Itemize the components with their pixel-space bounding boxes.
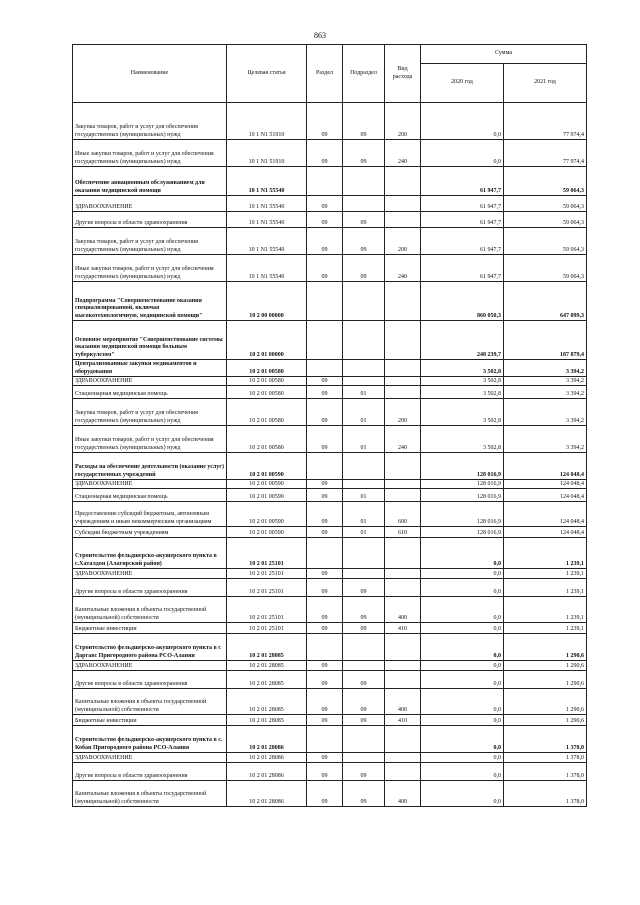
cell-target-article: 10 1 N1 55540 <box>227 167 307 196</box>
cell-sum-2020: 3 502,8 <box>421 386 504 399</box>
cell-name: Подпрограмма "Совершенствование оказания специализированной, включая высокотехнологичную, медицинской помощи" <box>73 282 227 321</box>
cell-section: 09 <box>307 212 343 228</box>
header-subsection: Подраздел <box>343 45 385 103</box>
cell-target-article: 10 2 01 25101 <box>227 623 307 634</box>
table-row <box>73 453 587 480</box>
cell-section <box>307 321 343 360</box>
cell-sum-2021: 1 239,1 <box>504 623 587 634</box>
cell-section: 09 <box>307 623 343 634</box>
table-row <box>73 579 587 597</box>
cell-name: ЗДРАВООХРАНЕНИЕ <box>73 569 227 579</box>
cell-subsection <box>343 480 385 489</box>
cell-name: Другие вопросы в области здравоохранения <box>73 763 227 781</box>
cell-subsection <box>343 377 385 386</box>
header-name: Наименование <box>73 45 227 103</box>
cell-target-article: 10 2 00 00000 <box>227 282 307 321</box>
header-section: Раздел <box>307 45 343 103</box>
table-row <box>73 426 587 453</box>
cell-subsection: 09 <box>343 103 385 140</box>
table-row <box>73 489 587 502</box>
table-row <box>73 282 587 321</box>
table-row <box>73 538 587 569</box>
cell-section: 09 <box>307 255 343 282</box>
cell-name: Строительство фельдшерско-акушерского пункта в с. Кобан Пригородного района РСО-Алания <box>73 726 227 753</box>
cell-sum-2020: 61 947,7 <box>421 228 504 255</box>
cell-sum-2020: 0,0 <box>421 140 504 167</box>
cell-section <box>307 634 343 661</box>
cell-name: Стационарная медицинская помощь <box>73 386 227 399</box>
cell-target-article: 10 2 01 28085 <box>227 689 307 715</box>
cell-section <box>307 282 343 321</box>
cell-sum-2021: 1 239,1 <box>504 538 587 569</box>
cell-sum-2020: 0,0 <box>421 726 504 753</box>
cell-expense-type <box>385 579 421 597</box>
cell-subsection <box>343 753 385 763</box>
cell-sum-2020: 0,0 <box>421 763 504 781</box>
table-row <box>73 255 587 282</box>
cell-target-article: 10 1 N1 55540 <box>227 228 307 255</box>
cell-target-article: 10 2 01 25101 <box>227 597 307 623</box>
cell-subsection: 01 <box>343 527 385 538</box>
cell-sum-2021: 124 048,4 <box>504 527 587 538</box>
cell-target-article: 10 2 01 25101 <box>227 538 307 569</box>
cell-target-article: 10 2 01 00580 <box>227 377 307 386</box>
table-row <box>73 502 587 527</box>
cell-name: Капитальные вложения в объекты государственной (муниципальной) собственности <box>73 689 227 715</box>
cell-expense-type <box>385 453 421 480</box>
cell-expense-type <box>385 321 421 360</box>
cell-expense-type <box>385 212 421 228</box>
cell-name: Расходы на обеспечение деятельности (оказание услуг) государственных учреждений <box>73 453 227 480</box>
cell-expense-type: 410 <box>385 715 421 726</box>
cell-target-article: 10 2 01 00580 <box>227 399 307 426</box>
cell-name: Закупка товаров, работ и услуг для обеспечения государственных (муниципальных) нужд <box>73 399 227 426</box>
cell-target-article: 10 1 N1 51910 <box>227 103 307 140</box>
cell-target-article: 10 2 01 25101 <box>227 569 307 579</box>
cell-sum-2020: 0,0 <box>421 671 504 689</box>
cell-sum-2020: 3 502,8 <box>421 377 504 386</box>
cell-section <box>307 167 343 196</box>
cell-sum-2021: 59 064,3 <box>504 228 587 255</box>
cell-subsection: 09 <box>343 689 385 715</box>
cell-sum-2021: 3 394,2 <box>504 426 587 453</box>
cell-target-article: 10 2 01 28085 <box>227 671 307 689</box>
cell-expense-type: 240 <box>385 140 421 167</box>
cell-expense-type: 200 <box>385 103 421 140</box>
cell-name: Предоставление субсидий бюджетным, автономным учреждениям и иным некоммерческим организациям <box>73 502 227 527</box>
table-row <box>73 597 587 623</box>
cell-sum-2021: 3 394,2 <box>504 377 587 386</box>
cell-sum-2021: 59 064,3 <box>504 212 587 228</box>
header-2020: 2020 год <box>421 64 504 103</box>
table-body <box>73 103 587 807</box>
cell-sum-2020: 0,0 <box>421 538 504 569</box>
cell-sum-2020: 0,0 <box>421 103 504 140</box>
cell-expense-type: 240 <box>385 426 421 453</box>
cell-sum-2021: 647 099,3 <box>504 282 587 321</box>
cell-target-article: 10 2 01 25101 <box>227 579 307 597</box>
cell-subsection <box>343 167 385 196</box>
cell-sum-2021: 124 048,4 <box>504 480 587 489</box>
cell-name: ЗДРАВООХРАНЕНИЕ <box>73 377 227 386</box>
cell-target-article: 10 1 N1 55540 <box>227 255 307 282</box>
cell-target-article: 10 2 01 00580 <box>227 386 307 399</box>
header-target-article: Целевая статья <box>227 45 307 103</box>
cell-section: 09 <box>307 597 343 623</box>
cell-expense-type: 200 <box>385 228 421 255</box>
cell-name: ЗДРАВООХРАНЕНИЕ <box>73 753 227 763</box>
cell-name: Другие вопросы в области здравоохранения <box>73 212 227 228</box>
cell-sum-2021: 59 064,3 <box>504 196 587 212</box>
cell-name: Закупка товаров, работ и услуг для обеспечения государственных (муниципальных) нужд <box>73 228 227 255</box>
cell-target-article: 10 2 01 00590 <box>227 489 307 502</box>
cell-sum-2020: 0,0 <box>421 569 504 579</box>
cell-target-article: 10 2 01 00580 <box>227 426 307 453</box>
cell-target-article: 10 1 N1 55540 <box>227 196 307 212</box>
cell-target-article: 10 2 01 28086 <box>227 753 307 763</box>
cell-sum-2020: 0,0 <box>421 781 504 807</box>
cell-subsection <box>343 661 385 671</box>
table-row <box>73 661 587 671</box>
cell-sum-2020: 128 016,9 <box>421 453 504 480</box>
cell-section: 09 <box>307 661 343 671</box>
cell-subsection: 09 <box>343 579 385 597</box>
cell-sum-2020: 0,0 <box>421 597 504 623</box>
cell-subsection <box>343 726 385 753</box>
cell-expense-type <box>385 634 421 661</box>
cell-sum-2020: 0,0 <box>421 689 504 715</box>
table-row <box>73 399 587 426</box>
table-row <box>73 167 587 196</box>
cell-expense-type <box>385 282 421 321</box>
cell-expense-type: 610 <box>385 527 421 538</box>
cell-sum-2021: 1 239,1 <box>504 579 587 597</box>
cell-target-article: 10 2 01 28086 <box>227 781 307 807</box>
cell-sum-2021: 1 290,6 <box>504 715 587 726</box>
cell-name: Капитальные вложения в объекты государственной (муниципальной) собственности <box>73 781 227 807</box>
cell-section: 09 <box>307 377 343 386</box>
cell-expense-type: 200 <box>385 399 421 426</box>
cell-sum-2020: 0,0 <box>421 634 504 661</box>
cell-section: 09 <box>307 715 343 726</box>
cell-section: 09 <box>307 527 343 538</box>
cell-target-article: 10 2 01 28085 <box>227 661 307 671</box>
cell-name: Субсидии бюджетным учреждениям <box>73 527 227 538</box>
cell-subsection <box>343 360 385 377</box>
cell-sum-2021: 1 378,0 <box>504 753 587 763</box>
table-row <box>73 715 587 726</box>
cell-expense-type: 400 <box>385 597 421 623</box>
cell-target-article: 10 2 01 00590 <box>227 480 307 489</box>
cell-target-article: 10 2 01 00000 <box>227 321 307 360</box>
cell-subsection: 09 <box>343 763 385 781</box>
cell-sum-2021: 59 064,3 <box>504 255 587 282</box>
cell-expense-type: 600 <box>385 502 421 527</box>
cell-name: Обеспечение авиационным обслуживанием для оказания медицинской помощи <box>73 167 227 196</box>
cell-sum-2020: 128 016,9 <box>421 527 504 538</box>
cell-name: Другие вопросы в области здравоохранения <box>73 579 227 597</box>
cell-subsection: 01 <box>343 502 385 527</box>
cell-sum-2021: 1 378,0 <box>504 726 587 753</box>
cell-subsection: 09 <box>343 671 385 689</box>
cell-target-article: 10 2 01 00590 <box>227 453 307 480</box>
cell-section: 09 <box>307 103 343 140</box>
cell-name: Иные закупки товаров, работ и услуг для обеспечения государственных (муниципальных) нужд <box>73 255 227 282</box>
cell-sum-2020: 61 947,7 <box>421 167 504 196</box>
table-row <box>73 634 587 661</box>
cell-subsection <box>343 453 385 480</box>
cell-sum-2020: 128 016,9 <box>421 502 504 527</box>
cell-target-article: 10 2 01 00580 <box>227 360 307 377</box>
cell-sum-2020: 0,0 <box>421 753 504 763</box>
cell-target-article: 10 1 N1 55540 <box>227 212 307 228</box>
cell-target-article: 10 2 01 00590 <box>227 502 307 527</box>
cell-section: 09 <box>307 579 343 597</box>
cell-section: 09 <box>307 480 343 489</box>
cell-expense-type <box>385 386 421 399</box>
cell-sum-2020: 3 502,8 <box>421 360 504 377</box>
cell-subsection: 09 <box>343 212 385 228</box>
cell-sum-2021: 3 394,2 <box>504 386 587 399</box>
table-row <box>73 527 587 538</box>
table-row <box>73 377 587 386</box>
cell-subsection: 09 <box>343 228 385 255</box>
cell-expense-type <box>385 726 421 753</box>
cell-expense-type <box>385 671 421 689</box>
cell-sum-2021: 1 290,6 <box>504 634 587 661</box>
cell-expense-type: 240 <box>385 255 421 282</box>
cell-subsection: 09 <box>343 715 385 726</box>
cell-name: Другие вопросы в области здравоохранения <box>73 671 227 689</box>
cell-sum-2020: 61 947,7 <box>421 212 504 228</box>
cell-subsection: 09 <box>343 597 385 623</box>
page-number: 863 <box>314 31 326 40</box>
cell-sum-2021: 124 048,4 <box>504 489 587 502</box>
cell-expense-type <box>385 569 421 579</box>
cell-subsection: 09 <box>343 781 385 807</box>
table-row <box>73 569 587 579</box>
cell-subsection <box>343 569 385 579</box>
cell-subsection: 09 <box>343 255 385 282</box>
cell-expense-type <box>385 360 421 377</box>
cell-section: 09 <box>307 196 343 212</box>
cell-section: 09 <box>307 228 343 255</box>
cell-section: 09 <box>307 763 343 781</box>
cell-name: Централизованные закупки медикаментов и оборудования <box>73 360 227 377</box>
cell-sum-2021: 1 378,0 <box>504 781 587 807</box>
cell-subsection: 09 <box>343 140 385 167</box>
budget-table <box>72 44 587 807</box>
cell-expense-type <box>385 661 421 671</box>
cell-sum-2020: 0,0 <box>421 661 504 671</box>
cell-expense-type <box>385 538 421 569</box>
table-row <box>73 689 587 715</box>
cell-expense-type: 410 <box>385 623 421 634</box>
cell-section: 09 <box>307 426 343 453</box>
cell-sum-2021: 124 048,4 <box>504 502 587 527</box>
cell-target-article: 10 2 01 28086 <box>227 726 307 753</box>
cell-sum-2020: 248 239,7 <box>421 321 504 360</box>
cell-section: 09 <box>307 569 343 579</box>
cell-expense-type <box>385 753 421 763</box>
cell-subsection: 01 <box>343 426 385 453</box>
cell-sum-2020: 3 502,8 <box>421 426 504 453</box>
cell-sum-2020: 61 947,7 <box>421 196 504 212</box>
cell-expense-type: 400 <box>385 781 421 807</box>
cell-subsection: 01 <box>343 489 385 502</box>
cell-sum-2020: 860 050,3 <box>421 282 504 321</box>
cell-sum-2021: 3 394,2 <box>504 360 587 377</box>
cell-target-article: 10 2 01 00590 <box>227 527 307 538</box>
cell-name: Закупка товаров, работ и услуг для обеспечения государственных (муниципальных) нужд <box>73 103 227 140</box>
cell-target-article: 10 2 01 28085 <box>227 634 307 661</box>
cell-target-article: 10 1 N1 51910 <box>227 140 307 167</box>
table-row <box>73 196 587 212</box>
table-row <box>73 103 587 140</box>
cell-target-article: 10 2 01 28086 <box>227 763 307 781</box>
header-2021: 2021 год <box>504 64 587 103</box>
table-row <box>73 140 587 167</box>
cell-section: 09 <box>307 753 343 763</box>
cell-section: 09 <box>307 671 343 689</box>
cell-name: Бюджетные инвестиции <box>73 623 227 634</box>
cell-sum-2020: 3 502,8 <box>421 399 504 426</box>
cell-section: 09 <box>307 781 343 807</box>
cell-sum-2020: 61 947,7 <box>421 255 504 282</box>
cell-expense-type <box>385 763 421 781</box>
cell-name: Основное мероприятие "Совершенствование системы оказания медицинской помощи больным туберкулезом" <box>73 321 227 360</box>
cell-sum-2021: 1 239,1 <box>504 597 587 623</box>
header-sum: Сумма <box>421 45 587 64</box>
table-row <box>73 360 587 377</box>
cell-name: ЗДРАВООХРАНЕНИЕ <box>73 480 227 489</box>
table-row <box>73 671 587 689</box>
cell-section <box>307 360 343 377</box>
cell-sum-2020: 0,0 <box>421 579 504 597</box>
table-row <box>73 623 587 634</box>
cell-section: 09 <box>307 140 343 167</box>
cell-subsection: 01 <box>343 386 385 399</box>
cell-sum-2021: 59 064,3 <box>504 167 587 196</box>
cell-section <box>307 726 343 753</box>
cell-sum-2021: 3 394,2 <box>504 399 587 426</box>
cell-section: 09 <box>307 502 343 527</box>
cell-subsection <box>343 321 385 360</box>
cell-sum-2021: 1 290,6 <box>504 689 587 715</box>
table-row <box>73 753 587 763</box>
cell-subsection <box>343 538 385 569</box>
cell-sum-2021: 77 974,4 <box>504 103 587 140</box>
cell-section <box>307 453 343 480</box>
cell-name: Стационарная медицинская помощь <box>73 489 227 502</box>
cell-sum-2020: 128 016,9 <box>421 489 504 502</box>
cell-expense-type: 400 <box>385 689 421 715</box>
cell-name: Строительство фельдшерско-акушерского пункта в с.Хаталдон (Алагирский район) <box>73 538 227 569</box>
cell-expense-type <box>385 196 421 212</box>
cell-sum-2021: 1 290,6 <box>504 671 587 689</box>
cell-subsection <box>343 282 385 321</box>
cell-name: Иные закупки товаров, работ и услуг для обеспечения государственных (муниципальных) нужд <box>73 140 227 167</box>
cell-expense-type <box>385 480 421 489</box>
table-row <box>73 480 587 489</box>
cell-sum-2021: 187 879,4 <box>504 321 587 360</box>
cell-section <box>307 538 343 569</box>
cell-name: Строительство фельдшерско-акушерского пункта в с Даргавс Пригородного района РСО-Алания <box>73 634 227 661</box>
cell-target-article: 10 2 01 28085 <box>227 715 307 726</box>
cell-expense-type <box>385 489 421 502</box>
table-header <box>73 45 587 103</box>
cell-expense-type <box>385 167 421 196</box>
cell-name: ЗДРАВООХРАНЕНИЕ <box>73 196 227 212</box>
cell-sum-2021: 1 239,1 <box>504 569 587 579</box>
table-row <box>73 763 587 781</box>
header-expense-type: Вид расхода <box>385 45 421 103</box>
cell-name: Бюджетные инвестиции <box>73 715 227 726</box>
cell-section: 09 <box>307 489 343 502</box>
cell-sum-2020: 0,0 <box>421 623 504 634</box>
cell-expense-type <box>385 377 421 386</box>
table-row <box>73 386 587 399</box>
cell-subsection <box>343 196 385 212</box>
cell-sum-2020: 128 016,9 <box>421 480 504 489</box>
cell-subsection: 09 <box>343 623 385 634</box>
cell-name: ЗДРАВООХРАНЕНИЕ <box>73 661 227 671</box>
cell-section: 09 <box>307 689 343 715</box>
cell-sum-2021: 124 048,4 <box>504 453 587 480</box>
cell-section: 09 <box>307 386 343 399</box>
cell-section: 09 <box>307 399 343 426</box>
table-row <box>73 228 587 255</box>
cell-subsection <box>343 634 385 661</box>
cell-sum-2021: 1 378,0 <box>504 763 587 781</box>
cell-name: Иные закупки товаров, работ и услуг для обеспечения государственных (муниципальных) нужд <box>73 426 227 453</box>
table-row <box>73 726 587 753</box>
table-row <box>73 212 587 228</box>
table-row <box>73 781 587 807</box>
cell-sum-2021: 77 974,4 <box>504 140 587 167</box>
cell-subsection: 01 <box>343 399 385 426</box>
cell-name: Капитальные вложения в объекты государственной (муниципальной) собственности <box>73 597 227 623</box>
cell-sum-2020: 0,0 <box>421 715 504 726</box>
table-row <box>73 321 587 360</box>
cell-sum-2021: 1 290,6 <box>504 661 587 671</box>
